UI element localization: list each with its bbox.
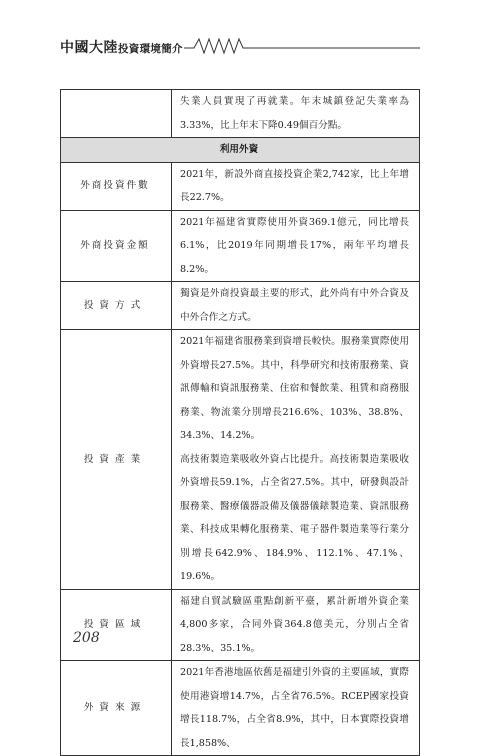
table-row [61,162,420,210]
table-row [61,661,420,756]
content-cell [172,330,420,590]
row-label: 投資區域 [61,589,172,661]
content-cell [172,162,420,210]
row-label: 投資方式 [61,282,172,330]
header-title [60,37,183,57]
continuation-text: 失業人員實現了再就業。年末城鎮登記失業率為3.33%，比上年末下降0.49個百分點。 [180,96,409,131]
content-cell [172,589,420,661]
empty-label-cell [61,90,172,138]
page-number: 208 [73,630,100,646]
row-label: 外商投資金額 [61,210,172,282]
row-text: 2021年福建省實際使用外資369.1億元，同比增長6.1%，比2019年同期增長17%，兩年平均增長8.2%。 [180,216,409,275]
table-row [61,282,420,330]
table-row [61,210,420,282]
row-text: 2021年福建省服務業到資增長較快。服務業實際使用外資增長27.5%。其中，科學研究和技術服務業、資訊傳輸和資訊服務業、住宿和餐飲業、租賃和商務服務業、物流業分別增長216.6%、103%、38.8%、34.3%、14.2%。 [180,336,409,441]
page-header [60,36,420,56]
row-text: 2021年，新設外商直接投資企業2,742家，比上年增長22.7%。 [180,168,409,203]
section-title: 利用外資 [61,138,420,163]
content-cell [172,90,420,138]
section-header-row [61,138,420,163]
row-text: 2021年香港地區依舊是福建引外資的主要區域，實際使用港資增14.7%，占全省76.5%。RCEP國家投資增長118.7%，占全省8.9%，其中，日本實際投資增長1,858%、 [180,667,409,749]
table-row-continuation [61,90,420,138]
row-text: 獨資是外商投資最主要的形式，此外尚有中外合資及中外合作之方式。 [180,288,409,323]
content-cell [172,210,420,282]
header-wave-line [184,36,420,56]
content-cell [172,282,420,330]
investment-table [60,89,420,756]
header-title-sub: 投資環境簡介 [118,43,183,55]
table-row [61,589,420,661]
row-label: 投資產業 [61,330,172,590]
row-text: 高技術製造業吸收外資占比提升。高技術製造業吸收外資增長59.1%，占全省27.5%。其中，研發與設計服務業、醫療儀器設備及儀器儀錶製造業、資訊服務業、科技成果轉化服務業、電子器件製造業等行業分別增長642.9%、184.9%、112.1%、47.1%、19.6%。 [180,453,409,582]
table-row [61,330,420,590]
content-cell [172,661,420,756]
row-text: 福建自貿試驗區重點創新平臺，累計新增外資企業4,800多家，合同外資364.8億美元，分別占全省28.3%、35.1%。 [180,595,409,654]
header-title-main: 中國大陸 [60,40,118,56]
row-label: 外商投資件數 [61,162,172,210]
row-label: 外資來源 [61,661,172,756]
